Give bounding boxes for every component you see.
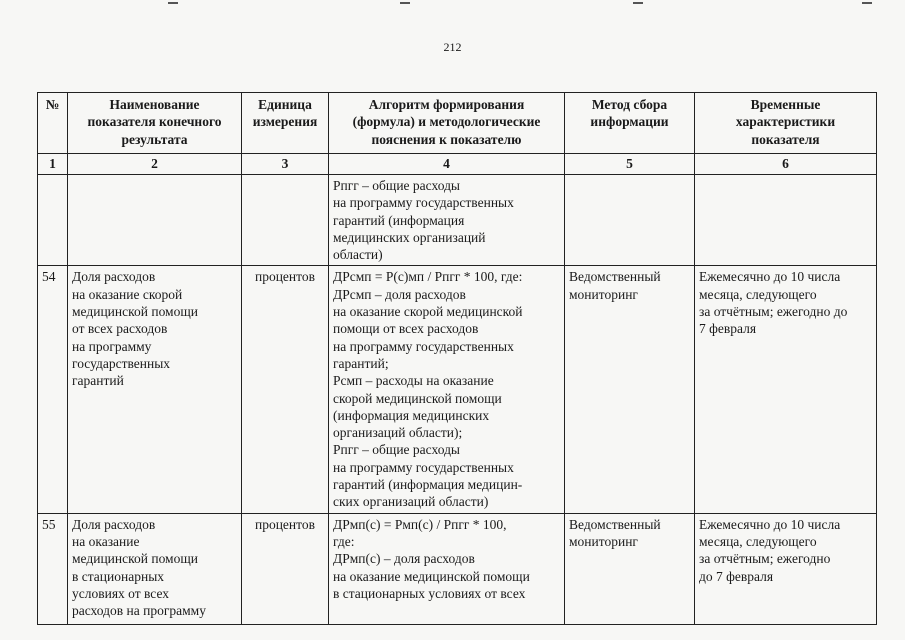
edge-mark <box>168 2 178 4</box>
text-line: до 7 февраля <box>699 568 774 584</box>
text-line: на оказание скорой <box>72 286 183 302</box>
text-line: ДРмп(с) = Рмп(с) / Рпгг * 100, <box>333 516 507 532</box>
text-line: в стационарных <box>72 568 165 584</box>
indicators-table <box>37 92 877 625</box>
text-line: медицинских организаций <box>333 229 486 245</box>
text-line: Ежемесячно до 10 числа <box>699 269 841 285</box>
text-line: на оказание скорой медицинской <box>333 304 523 320</box>
text-line: измерения <box>252 114 318 130</box>
cell-algorithm <box>329 513 565 624</box>
top-edge-marks <box>0 0 905 8</box>
text-line: скорой медицинской помощи <box>333 390 502 406</box>
text-line: информации <box>590 114 669 130</box>
cell-name <box>68 266 242 513</box>
text-line: мониторинг <box>569 286 638 302</box>
text-line: Ежемесячно до 10 числа <box>699 516 841 532</box>
cell-name <box>68 175 242 266</box>
text-line: месяца, следующего <box>699 533 817 549</box>
text-line: в стационарных условиях от всех <box>333 585 526 601</box>
cell-num <box>38 175 68 266</box>
text-line: ДРсмп = Р(с)мп / Рпгг * 100, где: <box>333 269 523 285</box>
text-line: расходов на программу <box>72 603 206 619</box>
text-line: ских организаций области) <box>333 494 489 510</box>
text-line: медицинской помощи <box>72 551 198 567</box>
header-cell <box>695 93 877 154</box>
cell-algorithm <box>329 266 565 513</box>
text-line: пояснения к показателю <box>371 131 522 147</box>
cell-name <box>68 513 242 624</box>
text-line: Рпгг – общие расходы <box>333 442 461 458</box>
text-line: Ведомственный <box>569 516 661 532</box>
column-number: 5 <box>565 154 695 175</box>
edge-mark <box>400 2 410 4</box>
text-line: Рсмп – расходы на оказание <box>333 373 494 389</box>
text-line: гарантий; <box>333 355 389 371</box>
text-line: за отчётным; ежегодно <box>699 551 831 567</box>
text-line: показателя конечного <box>87 114 222 130</box>
header-cell <box>68 93 242 154</box>
header-row <box>38 93 877 154</box>
text-line: Метод сбора <box>591 97 668 112</box>
cell-algorithm <box>329 175 565 266</box>
text-line: гарантий <box>72 373 124 389</box>
text-line: Рпгг – общие расходы <box>333 178 461 193</box>
cell-num: 55 <box>38 513 68 624</box>
cell-unit <box>242 175 329 266</box>
text-line: где: <box>333 533 355 549</box>
text-line: Временные <box>750 97 821 112</box>
text-line: области) <box>333 247 383 263</box>
edge-mark <box>862 2 872 4</box>
cell-unit: процентов <box>242 266 329 513</box>
column-number: 1 <box>38 154 68 175</box>
column-number-row <box>38 154 877 175</box>
text-line: организаций области); <box>333 425 463 441</box>
text-line: Наименование <box>109 97 200 112</box>
cell-timing <box>695 513 877 624</box>
text-line: на программу государственных <box>333 195 514 211</box>
text-line: 7 февраля <box>699 321 757 337</box>
column-number: 4 <box>329 154 565 175</box>
edge-mark <box>633 2 643 4</box>
text-line: на оказание <box>72 533 140 549</box>
column-number: 6 <box>695 154 877 175</box>
header-cell <box>38 93 68 154</box>
table-row <box>38 266 877 513</box>
text-line: ДРсмп – доля расходов <box>333 286 466 302</box>
text-line: Алгоритм формирования <box>368 97 525 112</box>
text-line: результата <box>121 131 188 147</box>
cell-timing <box>695 266 877 513</box>
text-line: (информация медицинских <box>333 407 490 423</box>
table-row <box>38 513 877 624</box>
table-row <box>38 175 877 266</box>
header-cell <box>242 93 329 154</box>
text-line: на программу государственных <box>333 459 514 475</box>
column-number: 3 <box>242 154 329 175</box>
text-line: (формула) и методологические <box>352 114 541 130</box>
text-line: гарантий (информация медицин- <box>333 477 523 493</box>
text-line: Доля расходов <box>72 269 156 285</box>
text-line: Ведомственный <box>569 269 661 285</box>
text-line: показателя <box>751 131 820 147</box>
text-line: характеристики <box>735 114 836 130</box>
text-line: на программу государственных <box>333 338 514 354</box>
text-line: условиях от всех <box>72 585 170 601</box>
header-cell <box>329 93 565 154</box>
text-line: медицинской помощи <box>72 304 198 320</box>
text-line: за отчётным; ежегодно до <box>699 304 848 320</box>
text-line: Доля расходов <box>72 516 156 532</box>
text-line: на оказание медицинской помощи <box>333 568 530 584</box>
column-number: 2 <box>68 154 242 175</box>
cell-method <box>565 266 695 513</box>
page-number: 212 <box>443 40 462 54</box>
text-line: на программу <box>72 338 152 354</box>
text-line: помощи от всех расходов <box>333 321 479 337</box>
text-line: № <box>45 97 60 112</box>
cell-timing <box>695 175 877 266</box>
cell-num: 54 <box>38 266 68 513</box>
cell-method <box>565 175 695 266</box>
text-line: от всех расходов <box>72 321 168 337</box>
cell-method <box>565 513 695 624</box>
header-cell <box>565 93 695 154</box>
text-line: ДРмп(с) – доля расходов <box>333 551 475 567</box>
text-line: Единица <box>258 97 312 112</box>
text-line: мониторинг <box>569 533 638 549</box>
text-line: государственных <box>72 355 171 371</box>
cell-unit: процентов <box>242 513 329 624</box>
text-line: месяца, следующего <box>699 286 817 302</box>
text-line: гарантий (информация <box>333 212 465 228</box>
